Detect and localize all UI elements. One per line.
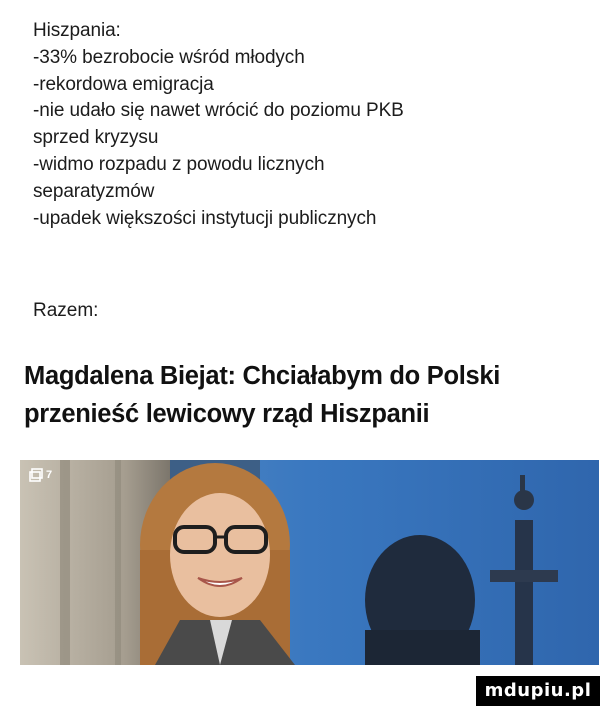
- article-photo[interactable]: [20, 460, 599, 665]
- razem-label: Razem:: [33, 300, 99, 321]
- post-line: -upadek większości instytucji publicznych: [33, 207, 377, 229]
- article-photo-image: [20, 460, 599, 665]
- post-line: sprzed kryzysu: [33, 127, 159, 149]
- gallery-icon: [29, 468, 43, 482]
- headline-line: przenieść lewicowy rząd Hiszpanii: [24, 400, 430, 428]
- post-line: Hiszpania:: [33, 20, 121, 41]
- post-line: -rekordowa emigracja: [33, 73, 214, 95]
- headline-line: Magdalena Biejat: Chciałabym do Polski: [24, 362, 501, 390]
- gallery-count: 7: [46, 469, 53, 481]
- gallery-count-badge[interactable]: [29, 466, 52, 484]
- article-headline[interactable]: [24, 357, 594, 433]
- post-line: separatyzmów: [33, 180, 155, 202]
- post-line: -widmo rozpadu z powodu licznych: [33, 153, 325, 175]
- post-text: [33, 18, 593, 232]
- post-line: -33% bezrobocie wśród młodych: [33, 46, 305, 68]
- post-line: -nie udało się nawet wrócić do poziomu PKB: [33, 100, 404, 122]
- site-watermark: mdupiu.pl: [476, 676, 600, 706]
